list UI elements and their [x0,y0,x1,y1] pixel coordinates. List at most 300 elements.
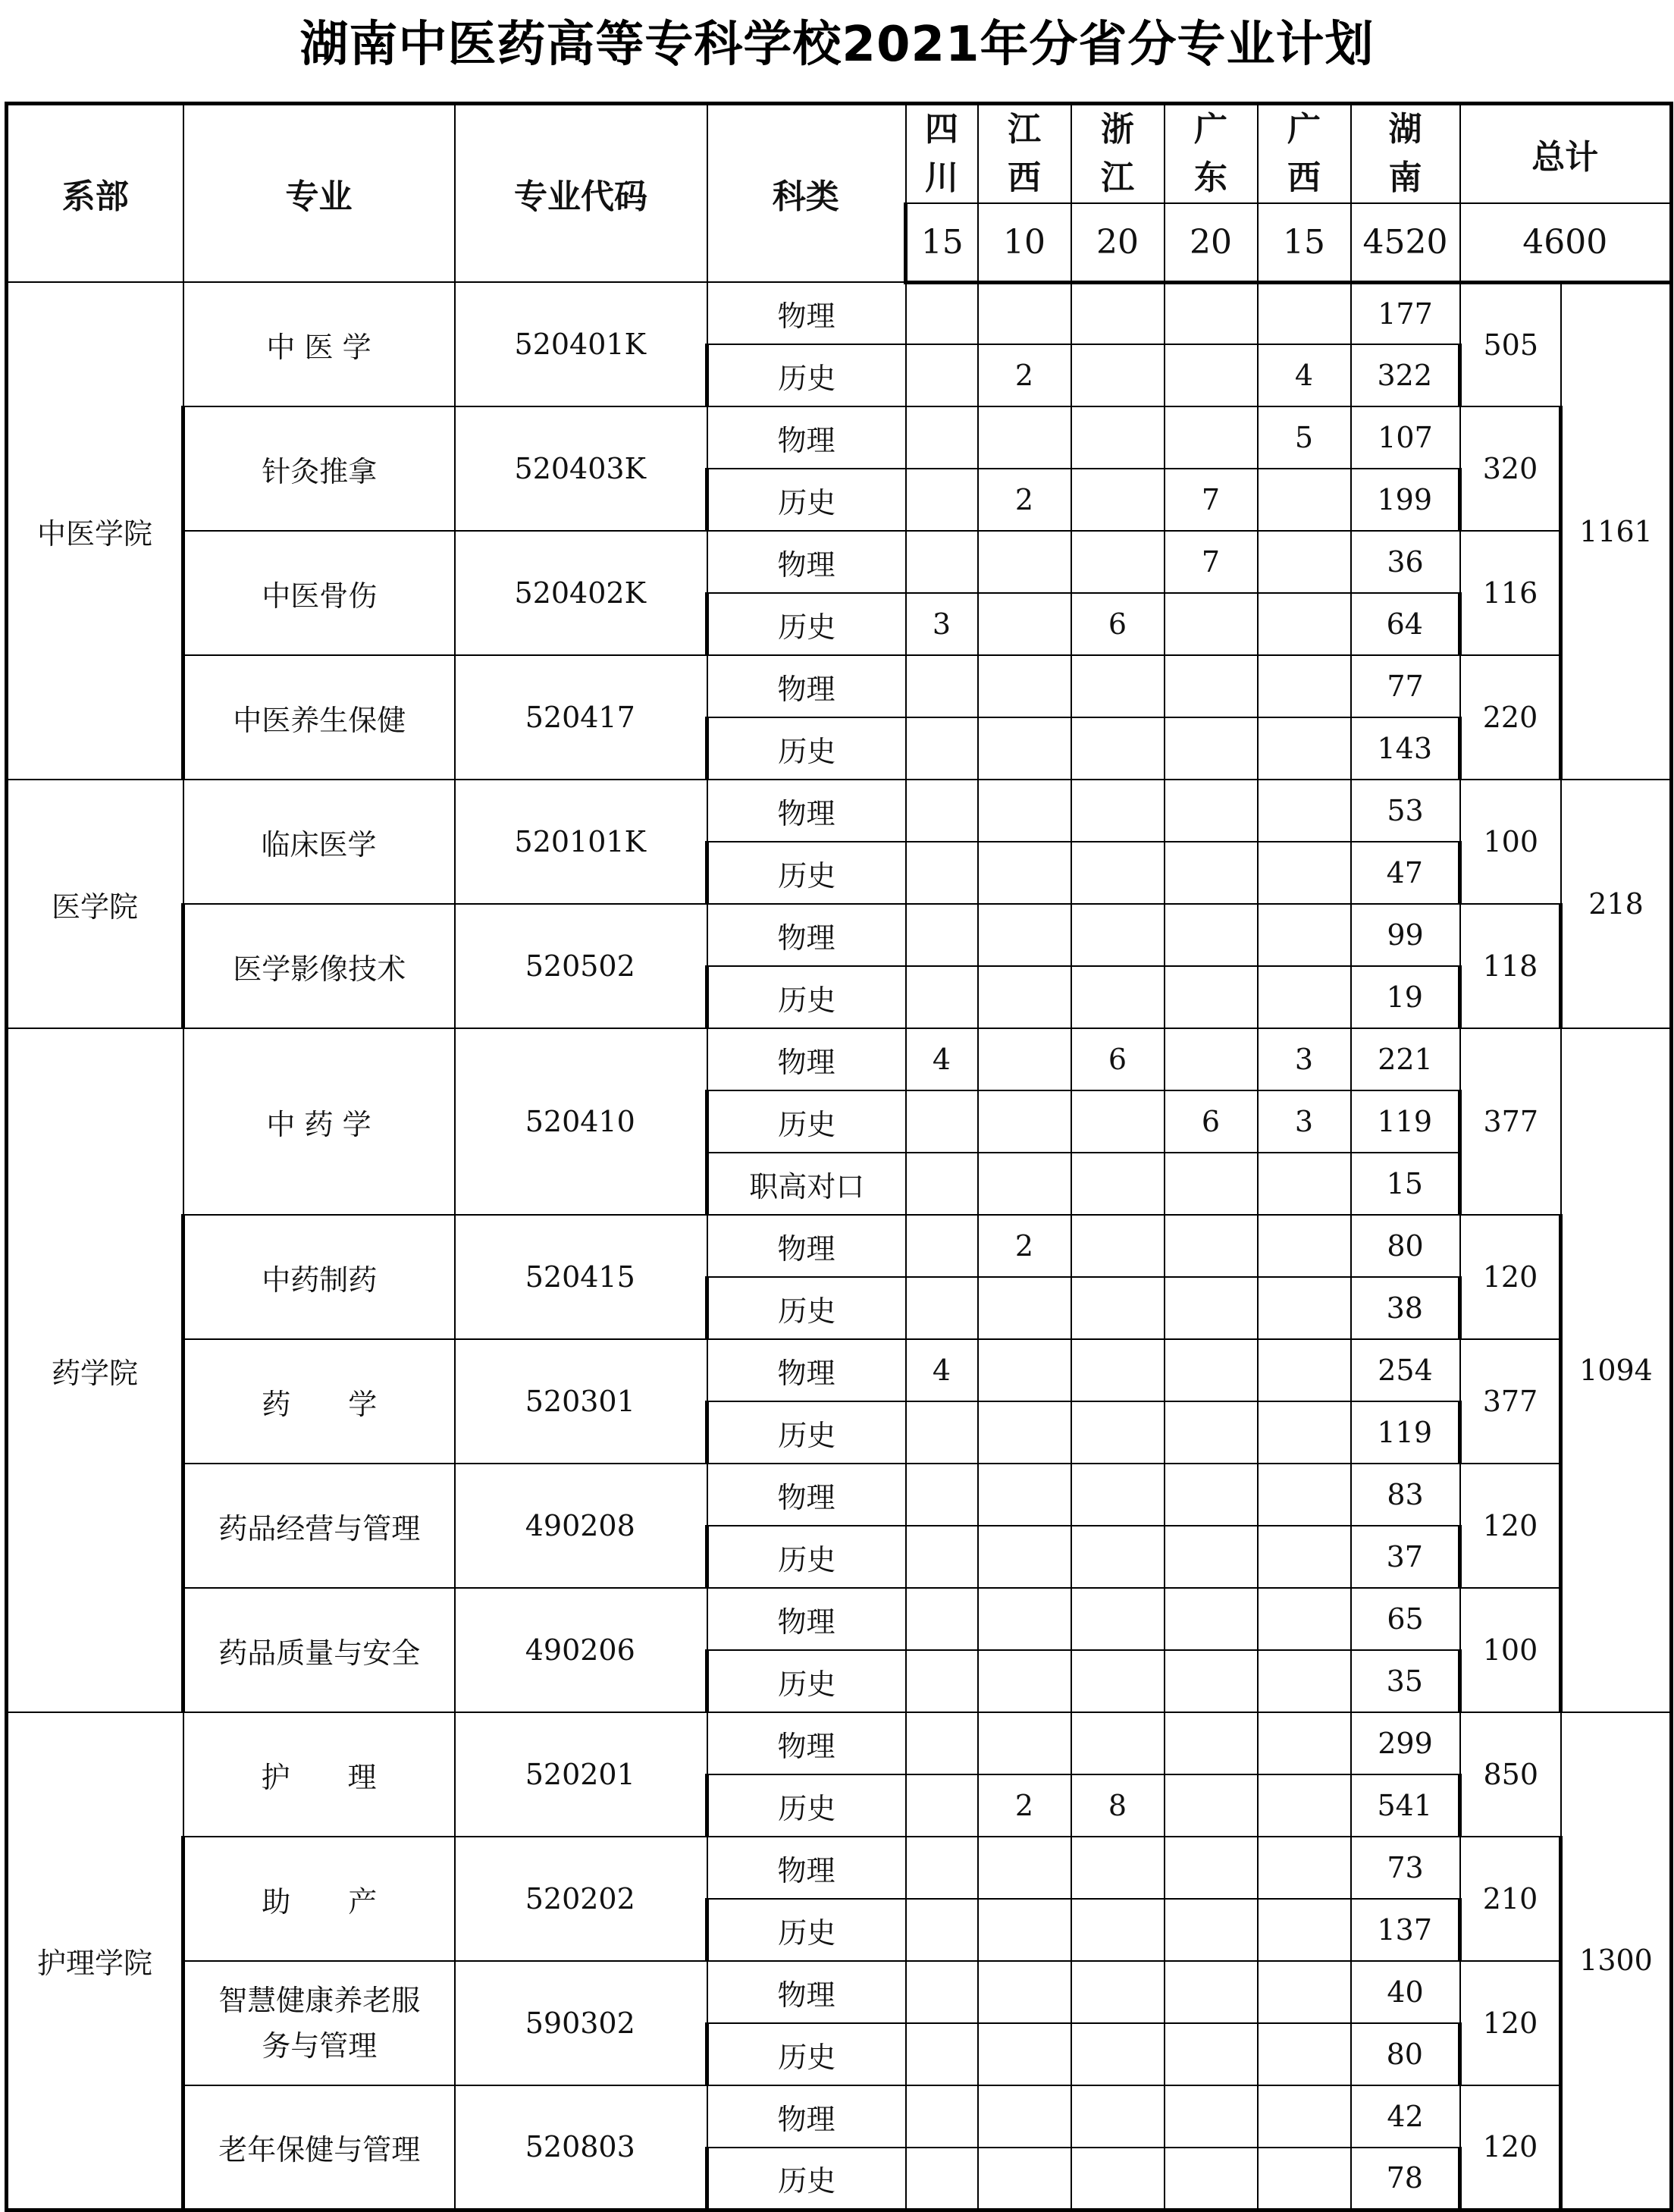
quota-cell: 107 [1351,406,1460,469]
quota-cell: 221 [1351,1028,1460,1090]
quota-cell [1165,2023,1258,2085]
major-name: 药品质量与安全 [183,1588,455,1712]
quota-cell [1165,717,1258,780]
quota-cell [1258,1277,1351,1339]
quota-cell [1165,842,1258,904]
major-subtotal: 116 [1460,531,1561,655]
quota-cell: 143 [1351,717,1460,780]
quota-cell [978,1277,1071,1339]
dept-total: 1300 [1561,1712,1672,2210]
quota-cell [978,406,1071,469]
quota-cell [978,1650,1071,1712]
quota-cell [1165,780,1258,842]
quota-cell [1165,2085,1258,2148]
category-cell: 物理 [707,282,906,344]
quota-cell [1258,1153,1351,1215]
header-dept: 系部 [7,104,183,283]
quota-cell: 80 [1351,2023,1460,2085]
header-province: 江 西 [978,104,1071,204]
major-subtotal: 850 [1460,1712,1561,1837]
category-cell: 物理 [707,1588,906,1650]
quota-cell [906,2023,978,2085]
quota-cell [1071,655,1165,717]
quota-cell [1258,1215,1351,1277]
quota-cell [1258,717,1351,780]
header-quota: 20 [1071,203,1165,282]
dept-total: 218 [1561,780,1672,1028]
quota-cell [1071,1339,1165,1401]
major-name: 中 医 学 [183,282,455,406]
quota-cell: 4 [906,1339,978,1401]
quota-cell: 2 [978,344,1071,406]
quota-cell [906,344,978,406]
table-row [7,282,1672,344]
table-row [7,1588,1672,1650]
quota-cell [978,1712,1071,1774]
major-name: 助 产 [183,1837,455,1961]
major-subtotal: 210 [1460,1837,1561,1961]
category-cell: 职高对口 [707,1153,906,1215]
category-cell: 历史 [707,1277,906,1339]
quota-cell: 65 [1351,1588,1460,1650]
plan-body [7,282,1672,2210]
quota-cell [978,1464,1071,1526]
quota-cell [906,1837,978,1899]
quota-cell [1165,966,1258,1028]
category-cell: 物理 [707,2085,906,2148]
category-cell: 物理 [707,655,906,717]
quota-cell: 6 [1165,1090,1258,1153]
major-name: 药 学 [183,1339,455,1464]
major-subtotal: 377 [1460,1028,1561,1215]
quota-cell [1258,2085,1351,2148]
table-row [7,1028,1672,1090]
quota-cell [906,655,978,717]
table-row [7,1712,1672,1774]
quota-cell [1071,1401,1165,1464]
dept-name: 护理学院 [7,1712,183,2210]
quota-cell [1071,1090,1165,1153]
quota-cell [1071,282,1165,344]
quota-cell [906,780,978,842]
category-cell: 物理 [707,780,906,842]
major-name: 护 理 [183,1712,455,1837]
quota-cell [1258,904,1351,966]
table-row [7,1837,1672,1899]
quota-cell [978,1153,1071,1215]
quota-cell [1071,966,1165,1028]
quota-cell [1071,1712,1165,1774]
quota-cell [906,1090,978,1153]
quota-cell [978,904,1071,966]
table-row [7,904,1672,966]
major-name: 中医养生保健 [183,655,455,780]
quota-cell [978,1339,1071,1401]
quota-cell: 6 [1071,593,1165,655]
major-code: 520415 [455,1215,707,1339]
quota-cell [1165,1277,1258,1339]
major-code: 520502 [455,904,707,1028]
quota-cell [1258,469,1351,531]
header-total-label: 总计 [1460,104,1672,204]
quota-cell [978,2023,1071,2085]
quota-cell: 80 [1351,1215,1460,1277]
header-quota: 15 [906,203,978,282]
major-code: 520201 [455,1712,707,1837]
quota-cell [1071,1153,1165,1215]
dept-name: 中医学院 [7,282,183,780]
category-cell: 历史 [707,966,906,1028]
quota-cell [1165,904,1258,966]
quota-cell: 177 [1351,282,1460,344]
quota-cell: 6 [1071,1028,1165,1090]
table-row [7,780,1672,842]
quota-cell: 64 [1351,593,1460,655]
quota-cell: 119 [1351,1090,1460,1153]
quota-cell [1071,406,1165,469]
major-subtotal: 120 [1460,1215,1561,1339]
quota-cell [906,966,978,1028]
quota-cell: 2 [978,1215,1071,1277]
header-quota: 4520 [1351,203,1460,282]
quota-cell [1165,1215,1258,1277]
quota-cell: 4 [906,1028,978,1090]
quota-cell [1258,2023,1351,2085]
category-cell: 物理 [707,1215,906,1277]
category-cell: 物理 [707,1837,906,1899]
quota-cell [1071,1526,1165,1588]
quota-cell: 77 [1351,655,1460,717]
quota-cell: 541 [1351,1774,1460,1837]
major-name: 中药制药 [183,1215,455,1339]
table-row [7,531,1672,593]
header-province: 广 西 [1258,104,1351,204]
quota-cell [978,282,1071,344]
quota-cell [1071,717,1165,780]
quota-cell: 99 [1351,904,1460,966]
quota-cell [906,1401,978,1464]
category-cell: 物理 [707,1712,906,1774]
quota-cell [978,717,1071,780]
major-code: 520401K [455,282,707,406]
quota-cell [1258,1588,1351,1650]
quota-cell [1258,842,1351,904]
quota-cell [1258,1526,1351,1588]
quota-cell [1071,1961,1165,2023]
major-subtotal: 120 [1460,1464,1561,1588]
header-province: 湖 南 [1351,104,1460,204]
quota-cell: 53 [1351,780,1460,842]
quota-cell [1071,531,1165,593]
table-row [7,1339,1672,1401]
quota-cell [978,1961,1071,2023]
quota-cell [1071,1899,1165,1961]
quota-cell [1071,2148,1165,2210]
quota-cell [1258,966,1351,1028]
quota-cell [1071,1464,1165,1526]
quota-cell [978,1028,1071,1090]
header-category: 科类 [707,104,906,283]
quota-cell [906,1588,978,1650]
quota-cell [906,2148,978,2210]
table-row [7,2085,1672,2148]
quota-cell [906,1774,978,1837]
dept-total: 1094 [1561,1028,1672,1712]
quota-cell [1258,2148,1351,2210]
quota-cell: 3 [1258,1090,1351,1153]
quota-cell [906,1961,978,2023]
quota-cell [1258,1712,1351,1774]
category-cell: 历史 [707,2148,906,2210]
quota-cell: 299 [1351,1712,1460,1774]
quota-cell [1165,2148,1258,2210]
quota-cell [906,717,978,780]
quota-cell [906,1899,978,1961]
header-total-value: 4600 [1460,203,1672,282]
major-subtotal: 377 [1460,1339,1561,1464]
quota-cell [1071,780,1165,842]
quota-cell [1071,904,1165,966]
major-code: 520803 [455,2085,707,2210]
quota-cell [978,1526,1071,1588]
header-major: 专业 [183,104,455,283]
quota-cell: 2 [978,469,1071,531]
major-name: 药品经营与管理 [183,1464,455,1588]
quota-cell [978,655,1071,717]
quota-cell [1258,1339,1351,1401]
quota-cell [978,1401,1071,1464]
quota-cell [978,966,1071,1028]
quota-cell: 2 [978,1774,1071,1837]
quota-cell: 73 [1351,1837,1460,1899]
quota-cell: 119 [1351,1401,1460,1464]
category-cell: 历史 [707,842,906,904]
quota-cell [1258,1774,1351,1837]
quota-cell [1071,1277,1165,1339]
category-cell: 历史 [707,469,906,531]
quota-cell [978,780,1071,842]
major-code: 490206 [455,1588,707,1712]
category-cell: 历史 [707,1774,906,1837]
quota-cell [1258,282,1351,344]
dept-total: 1161 [1561,282,1672,780]
major-code: 520202 [455,1837,707,1961]
category-cell: 物理 [707,1028,906,1090]
quota-cell [906,1153,978,1215]
quota-cell [1165,1774,1258,1837]
quota-cell: 7 [1165,531,1258,593]
quota-cell: 137 [1351,1899,1460,1961]
quota-cell [1165,593,1258,655]
quota-cell [1071,1215,1165,1277]
quota-cell [1071,1588,1165,1650]
quota-cell: 37 [1351,1526,1460,1588]
category-cell: 物理 [707,531,906,593]
category-cell: 物理 [707,1961,906,2023]
major-code: 520403K [455,406,707,531]
header-province: 浙 江 [1071,104,1165,204]
category-cell: 历史 [707,2023,906,2085]
major-subtotal: 120 [1460,2085,1561,2210]
quota-cell [1071,1837,1165,1899]
quota-cell [1071,344,1165,406]
quota-cell [1165,655,1258,717]
quota-cell [1071,842,1165,904]
quota-cell [978,1899,1071,1961]
quota-cell [1071,2085,1165,2148]
quota-cell: 7 [1165,469,1258,531]
category-cell: 物理 [707,406,906,469]
major-subtotal: 320 [1460,406,1561,531]
major-subtotal: 100 [1460,1588,1561,1712]
quota-cell [1165,1339,1258,1401]
quota-cell: 42 [1351,2085,1460,2148]
quota-cell: 199 [1351,469,1460,531]
quota-cell: 254 [1351,1339,1460,1401]
major-code: 490208 [455,1464,707,1588]
quota-cell [1258,780,1351,842]
quota-cell [906,469,978,531]
header-quota: 15 [1258,203,1351,282]
quota-cell [1165,1401,1258,1464]
major-subtotal: 118 [1460,904,1561,1028]
category-cell: 历史 [707,717,906,780]
table-row [7,1215,1672,1277]
quota-cell [906,531,978,593]
category-cell: 物理 [707,1339,906,1401]
quota-cell [1258,1961,1351,2023]
major-code: 520410 [455,1028,707,1215]
quota-cell [1165,344,1258,406]
quota-cell [1258,655,1351,717]
major-name: 智慧健康养老服务与管理 [183,1961,455,2085]
header-province: 广 东 [1165,104,1258,204]
quota-cell [1165,1650,1258,1712]
quota-cell [1258,1401,1351,1464]
quota-cell: 19 [1351,966,1460,1028]
quota-cell: 3 [1258,1028,1351,1090]
quota-cell [978,531,1071,593]
header-quota: 20 [1165,203,1258,282]
quota-cell [906,1215,978,1277]
quota-cell [1165,1961,1258,2023]
major-subtotal: 120 [1460,1961,1561,2085]
quota-cell: 15 [1351,1153,1460,1215]
quota-cell [1165,1588,1258,1650]
table-row [7,406,1672,469]
quota-cell [978,1588,1071,1650]
major-name: 临床医学 [183,780,455,904]
quota-cell [906,1650,978,1712]
major-code: 520417 [455,655,707,780]
category-cell: 历史 [707,593,906,655]
major-code: 520301 [455,1339,707,1464]
major-code: 520402K [455,531,707,655]
major-code: 590302 [455,1961,707,2085]
major-name: 老年保健与管理 [183,2085,455,2210]
quota-cell: 78 [1351,2148,1460,2210]
major-subtotal: 220 [1460,655,1561,780]
quota-cell: 322 [1351,344,1460,406]
major-name: 针灸推拿 [183,406,455,531]
header-quota: 10 [978,203,1071,282]
quota-cell [1258,1650,1351,1712]
quota-cell [1071,1650,1165,1712]
quota-cell [1165,282,1258,344]
quota-cell [1165,406,1258,469]
table-row [7,1961,1672,2023]
header-code: 专业代码 [455,104,707,283]
category-cell: 历史 [707,1526,906,1588]
quota-cell [1165,1464,1258,1526]
quota-cell: 5 [1258,406,1351,469]
dept-name: 医学院 [7,780,183,1028]
quota-cell [906,406,978,469]
quota-cell [978,2148,1071,2210]
quota-cell [978,842,1071,904]
quota-cell [1258,531,1351,593]
quota-cell [906,1277,978,1339]
header-province: 四 川 [906,104,978,204]
major-name: 医学影像技术 [183,904,455,1028]
category-cell: 历史 [707,1650,906,1712]
quota-cell [1258,1837,1351,1899]
category-cell: 历史 [707,1899,906,1961]
quota-cell: 36 [1351,531,1460,593]
quota-cell: 4 [1258,344,1351,406]
quota-cell: 35 [1351,1650,1460,1712]
major-subtotal: 505 [1460,282,1561,406]
table-row [7,655,1672,717]
quota-cell [1258,1464,1351,1526]
quota-cell [978,2085,1071,2148]
quota-cell: 40 [1351,1961,1460,2023]
quota-cell [1165,1028,1258,1090]
quota-cell [906,282,978,344]
dept-name: 药学院 [7,1028,183,1712]
major-name: 中医骨伤 [183,531,455,655]
category-cell: 历史 [707,1401,906,1464]
quota-cell: 47 [1351,842,1460,904]
quota-cell [906,842,978,904]
quota-cell [1165,1899,1258,1961]
quota-cell [1165,1526,1258,1588]
quota-cell [906,904,978,966]
quota-cell [978,593,1071,655]
quota-cell [906,1526,978,1588]
quota-cell: 8 [1071,1774,1165,1837]
category-cell: 历史 [707,344,906,406]
quota-cell [1258,593,1351,655]
quota-cell [1165,1153,1258,1215]
quota-cell: 3 [906,593,978,655]
quota-cell [1071,2023,1165,2085]
quota-cell [978,1837,1071,1899]
quota-cell: 38 [1351,1277,1460,1339]
quota-cell [1165,1837,1258,1899]
quota-cell [1165,1712,1258,1774]
table-row [7,1464,1672,1526]
quota-cell [1258,1899,1351,1961]
major-code: 520101K [455,780,707,904]
category-cell: 物理 [707,1464,906,1526]
quota-cell: 83 [1351,1464,1460,1526]
major-subtotal: 100 [1460,780,1561,904]
quota-cell [1071,469,1165,531]
quota-cell [906,1712,978,1774]
quota-cell [906,2085,978,2148]
major-name: 中 药 学 [183,1028,455,1215]
